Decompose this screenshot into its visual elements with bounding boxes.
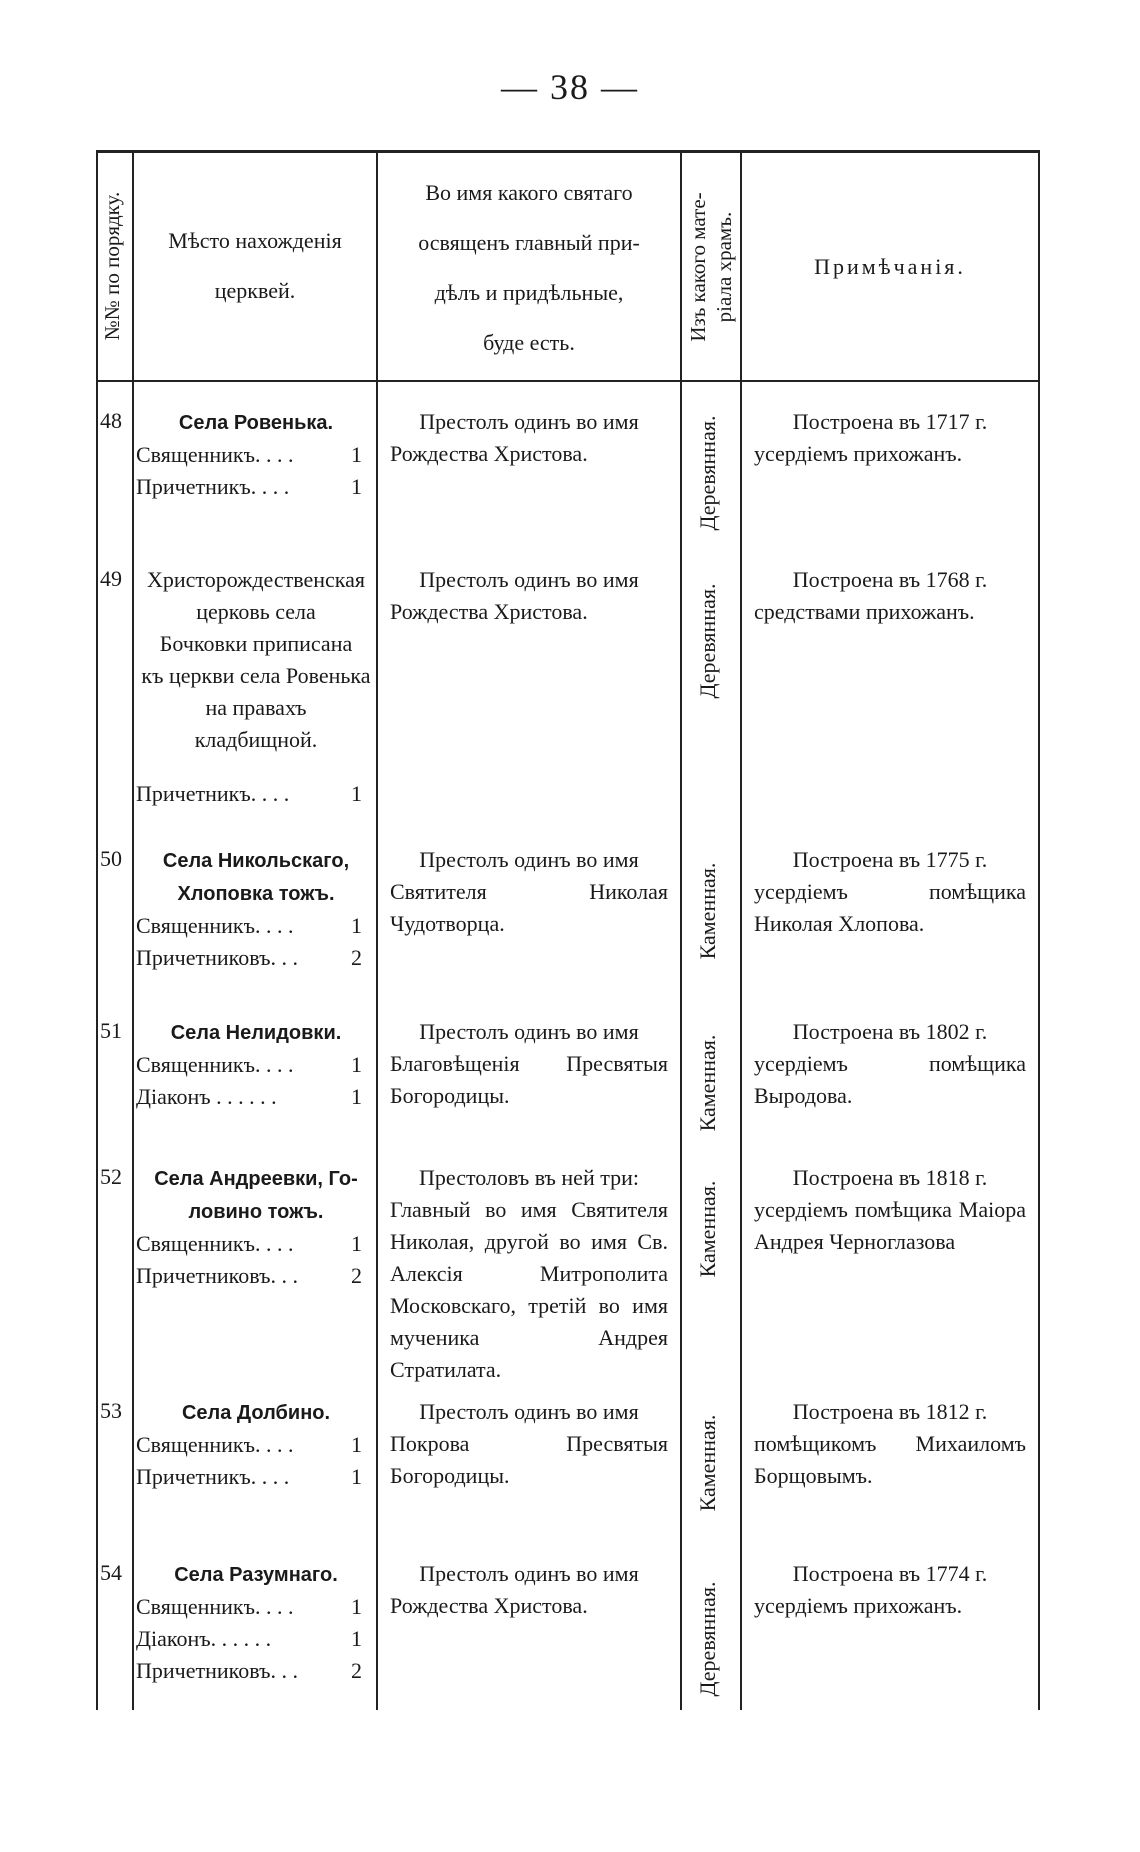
note-line: усердіемъ прихожанъ. — [754, 1593, 963, 1618]
clergy-line: Священникъ. . . . 1 — [136, 1594, 362, 1619]
village-name: Села Разумнаго. — [174, 1564, 338, 1586]
dedication-line: Рождества Христова. — [390, 441, 588, 466]
header-material-col — [685, 157, 737, 377]
row-number: 49 — [100, 566, 122, 591]
note-line: усердіемъ помѣщика Выродова. — [754, 1051, 1026, 1108]
header-dedication-line2: освященъ главный при- — [418, 230, 640, 255]
clergy-line: Причетникъ. . . . 1 — [136, 781, 362, 806]
clergy-line: Священникъ. . . . 1 — [136, 913, 362, 938]
note-line: усердіемъ помѣщика Николая Хлопова. — [754, 879, 1026, 936]
village-alt-name: ловино тожъ. — [188, 1201, 324, 1223]
header-dedication-line1: Во имя какого святаго — [425, 180, 633, 205]
dedication — [390, 1016, 668, 1112]
note-line: Построена въ 1812 г. — [792, 1399, 988, 1424]
header-dedication-col — [378, 168, 680, 368]
clergy-line: Причетникъ. . . . 1 — [136, 474, 362, 499]
church-place — [136, 844, 376, 974]
church-place — [136, 1016, 376, 1113]
dedication — [390, 1396, 668, 1492]
village-alt-name: Хлоповка тожъ. — [177, 883, 335, 905]
note-line: усердіемъ помѣщика Маіора Андрея Черноглазова — [754, 1197, 1026, 1254]
dedication — [390, 1162, 668, 1386]
village-name: Села Андреевки, Го- — [154, 1168, 358, 1190]
church-place — [136, 564, 376, 810]
church-place — [136, 406, 376, 503]
clergy-line: Причетниковъ. . . 2 — [136, 945, 362, 970]
clergy-line: Священникъ. . . . 1 — [136, 1052, 362, 1077]
row-number: 54 — [100, 1560, 122, 1585]
clergy-line: Священникъ. . . . 1 — [136, 1231, 362, 1256]
dedication-line: Престолъ одинъ во имя — [419, 1019, 639, 1044]
note — [754, 1558, 1026, 1622]
desc-line: Христорождественская церковь села — [146, 567, 366, 624]
page-number: — 38 — — [501, 67, 639, 107]
dedication-line: Престолъ одинъ во имя — [419, 567, 639, 592]
desc-line: Бочковки приписана — [159, 631, 353, 656]
dedication-line: Рождества Христова. — [390, 1593, 588, 1618]
note — [754, 564, 1026, 628]
dedication-line: Рождества Христова. — [390, 599, 588, 624]
col-divider-3 — [680, 150, 682, 1710]
col-divider-1 — [132, 150, 134, 1710]
clergy-line: Священникъ. . . . 1 — [136, 442, 362, 467]
table-top-border — [96, 150, 1040, 153]
dedication-line: Престоловъ въ ней три: — [419, 1165, 639, 1190]
village-name: Села Ровенька. — [178, 412, 334, 434]
note — [754, 1162, 1026, 1258]
material: Каменная. — [695, 1180, 720, 1278]
dedication — [390, 564, 668, 628]
dedication-line: Святителя Николая Чудотворца. — [390, 879, 668, 936]
note-line: Построена въ 1802 г. — [792, 1019, 988, 1044]
dedication-line: Престолъ одинъ во имя — [419, 409, 639, 434]
clergy-line: Причетниковъ. . . 2 — [136, 1658, 362, 1683]
note — [754, 1396, 1026, 1492]
dedication — [390, 844, 668, 940]
note-line: Построена въ 1775 г. — [792, 847, 988, 872]
header-place-line1: Мѣсто нахожденія — [168, 228, 342, 253]
note-line: средствами прихожанъ. — [754, 599, 975, 624]
material: Каменная. — [695, 862, 720, 960]
dedication-line: Престолъ одинъ во имя — [419, 847, 639, 872]
desc-line: къ церкви села Ровенька на правахъ — [141, 663, 371, 720]
col-divider-4 — [740, 150, 742, 1710]
material: Деревянная. — [695, 415, 720, 531]
village-name: Села Никольскаго, — [162, 850, 350, 872]
note-line: Построена въ 1717 г. — [792, 409, 988, 434]
clergy-line: Причетниковъ. . . 2 — [136, 1263, 362, 1288]
note — [754, 1016, 1026, 1112]
village-name: Села Долбино. — [181, 1402, 331, 1424]
table-right-border — [1038, 150, 1040, 1710]
header-place-line2: церквей. — [214, 278, 296, 303]
header-bottom-border — [96, 380, 1040, 382]
material: Каменная. — [695, 1414, 720, 1512]
clergy-line: Причетникъ. . . . 1 — [136, 1464, 362, 1489]
note-line: помѣщикомъ Михаиломъ Борщовымъ. — [754, 1431, 1026, 1488]
material: Каменная. — [695, 1034, 720, 1132]
church-description — [136, 564, 376, 756]
dedication-line: Благовѣщенія Пресвятыя Богородицы. — [390, 1051, 668, 1108]
header-material-line1: Изъ какого мате- — [686, 192, 710, 342]
header-number-col: №№ по порядку. — [100, 191, 124, 341]
note — [754, 406, 1026, 470]
dedication-line: Престолъ одинъ во имя — [419, 1399, 639, 1424]
dedication-line: Покрова Пресвятыя Богородицы. — [390, 1431, 668, 1488]
row-number: 48 — [100, 408, 122, 433]
header-dedication-line3: дѣлъ и придѣльные, — [434, 280, 624, 305]
header-notes-col: Примѣчанія. — [814, 254, 966, 279]
clergy-line: Діаконъ. . . . . . 1 — [136, 1626, 362, 1651]
desc-line: кладбищной. — [194, 727, 318, 752]
dedication — [390, 1558, 668, 1622]
row-number: 53 — [100, 1398, 122, 1423]
church-place — [136, 1162, 376, 1292]
note — [754, 844, 1026, 940]
header-material-line2: ріала храмъ. — [712, 211, 736, 323]
village-name: Села Нелидовки. — [170, 1022, 342, 1044]
church-place — [136, 1396, 376, 1493]
material: Деревянная. — [695, 583, 720, 699]
row-number: 51 — [100, 1018, 122, 1043]
note-line: Построена въ 1774 г. — [792, 1561, 988, 1586]
dedication-line: Главный во имя Святителя Николая, другой во имя Св. Алексія Митрополита Московскаго, третій во имя мученика Андрея Стратилата. — [390, 1197, 668, 1382]
dedication-line: Престолъ одинъ во имя — [419, 1561, 639, 1586]
church-place — [136, 1558, 376, 1687]
header-place-col — [134, 216, 376, 316]
header-dedication-line4: буде есть. — [483, 330, 575, 355]
col-divider-2 — [376, 150, 378, 1710]
note-line: Построена въ 1768 г. — [792, 567, 988, 592]
row-number: 52 — [100, 1164, 122, 1189]
note-line: Построена въ 1818 г. — [792, 1165, 988, 1190]
dedication — [390, 406, 668, 470]
material: Деревянная. — [695, 1581, 720, 1697]
row-number: 50 — [100, 846, 122, 871]
clergy-line: Діаконъ . . . . . . 1 — [136, 1084, 362, 1109]
note-line: усердіемъ прихожанъ. — [754, 441, 963, 466]
clergy-line: Священникъ. . . . 1 — [136, 1432, 362, 1457]
table-left-border — [96, 150, 98, 1710]
